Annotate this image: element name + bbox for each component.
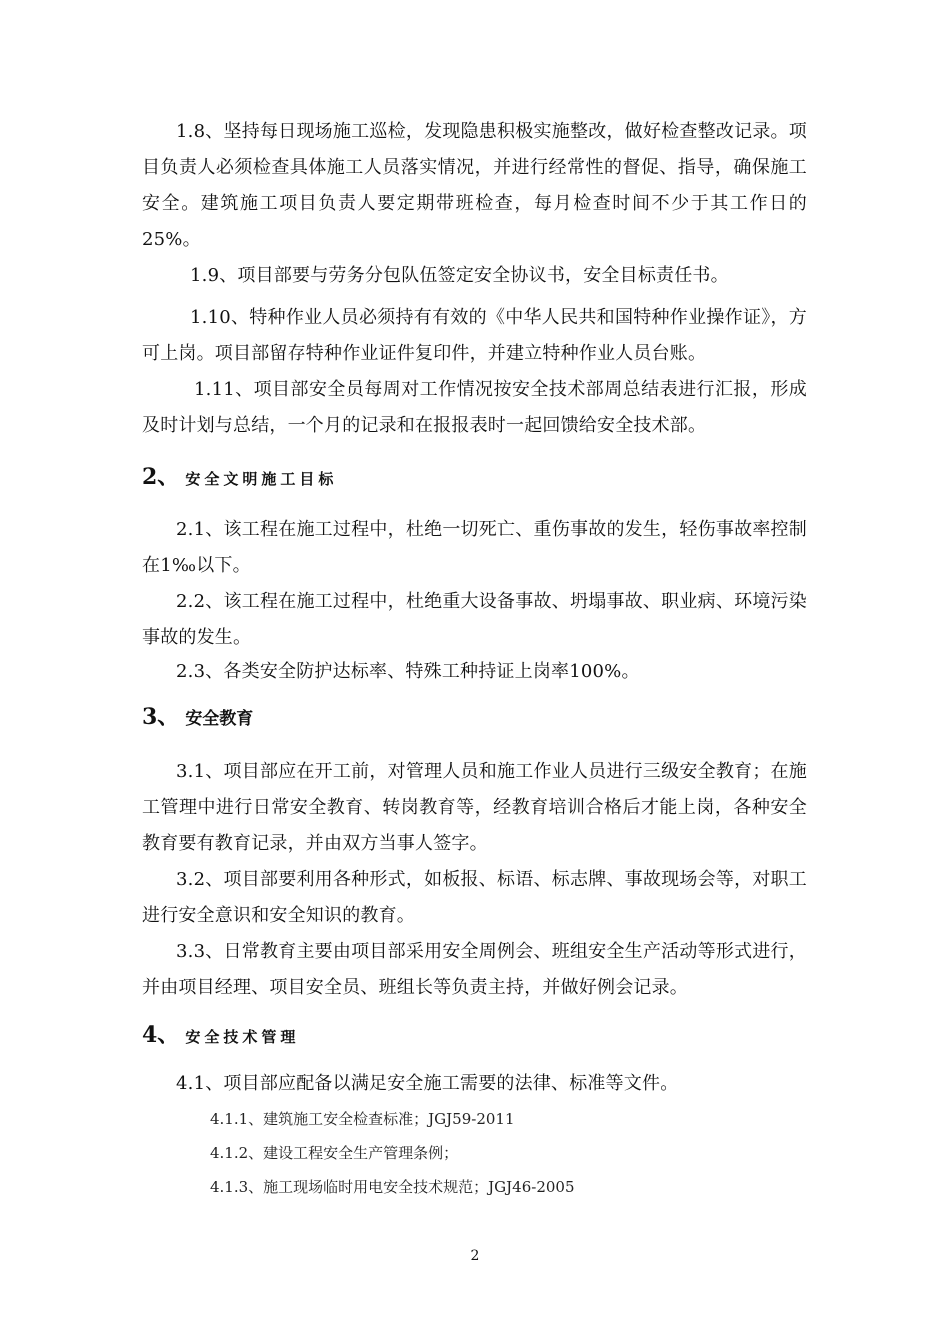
paragraph-4-1: 4.1、项目部应配备以满足安全施工需要的法律、标准等文件。	[176, 1073, 679, 1094]
section-title: 安全教育	[185, 709, 254, 729]
paragraph-3-1: 3.1、项目部应在开工前，对管理人员和施工作业人员进行三级安全教育；在施工管理中进行日常安全教育、转岗教育等，经教育培训合格后才能上岗，各种安全教育要有教育记录，并由双方当事人签字。	[142, 761, 807, 854]
list-item-4-1-3: 4.1.3、施工现场临时用电安全技术规范；JGJ46-2005	[210, 1178, 575, 1196]
list-item-4-1-2: 4.1.2、建设工程安全生产管理条例；	[210, 1144, 459, 1162]
page-number: 2	[470, 1248, 480, 1264]
section-number: 4、	[142, 1022, 180, 1048]
paragraph-1-8: 1.8、坚持每日现场施工巡检，发现隐患积极实施整改，做好检查整改记录。项目负责人必须检查具体施工人员落实情况，并进行经常性的督促、指导，确保施工安全。建筑施工项目负责人要定期带班检查，每月检查时间不少于其工作日的25%。	[142, 121, 807, 250]
section-heading-4	[142, 1020, 807, 1052]
paragraph-2-3: 2.3、各类安全防护达标率、特殊工种持证上岗率100%。	[176, 661, 640, 682]
paragraph-1-10: 1.10、特种作业人员必须持有有效的《中华人民共和国特种作业操作证》，方可上岗。项目部留存特种作业证件复印件，并建立特种作业人员台账。	[142, 307, 807, 364]
section-heading-2	[142, 462, 807, 494]
section-number: 2、	[142, 464, 180, 490]
paragraph-3-2: 3.2、项目部要利用各种形式，如板报、标语、标志牌、事故现场会等，对职工进行安全意识和安全知识的教育。	[142, 869, 807, 926]
paragraph-2-1: 2.1、该工程在施工过程中，杜绝一切死亡、重伤事故的发生，轻伤事故率控制在1‰以下。	[142, 519, 807, 576]
section-number: 3、	[142, 704, 180, 730]
section-title: 安全技术管理	[185, 1028, 300, 1046]
section-heading-3	[142, 702, 807, 734]
paragraph-1-11: 1.11、项目部安全员每周对工作情况按安全技术部周总结表进行汇报，形成及时计划与总结，一个月的记录和在报报表时一起回馈给安全技术部。	[142, 379, 807, 436]
paragraph-1-9: 1.9、项目部要与劳务分包队伍签定安全协议书，安全目标责任书。	[190, 265, 729, 286]
list-item-4-1-1: 4.1.1、建筑施工安全检查标准；JGJ59-2011	[210, 1110, 515, 1128]
paragraph-3-3: 3.3、日常教育主要由项目部采用安全周例会、班组安全生产活动等形式进行，并由项目经理、项目安全员、班组长等负责主持，并做好例会记录。	[142, 941, 807, 998]
paragraph-2-2: 2.2、该工程在施工过程中，杜绝重大设备事故、坍塌事故、职业病、环境污染事故的发生。	[142, 591, 807, 648]
section-title: 安全文明施工目标	[185, 470, 338, 488]
